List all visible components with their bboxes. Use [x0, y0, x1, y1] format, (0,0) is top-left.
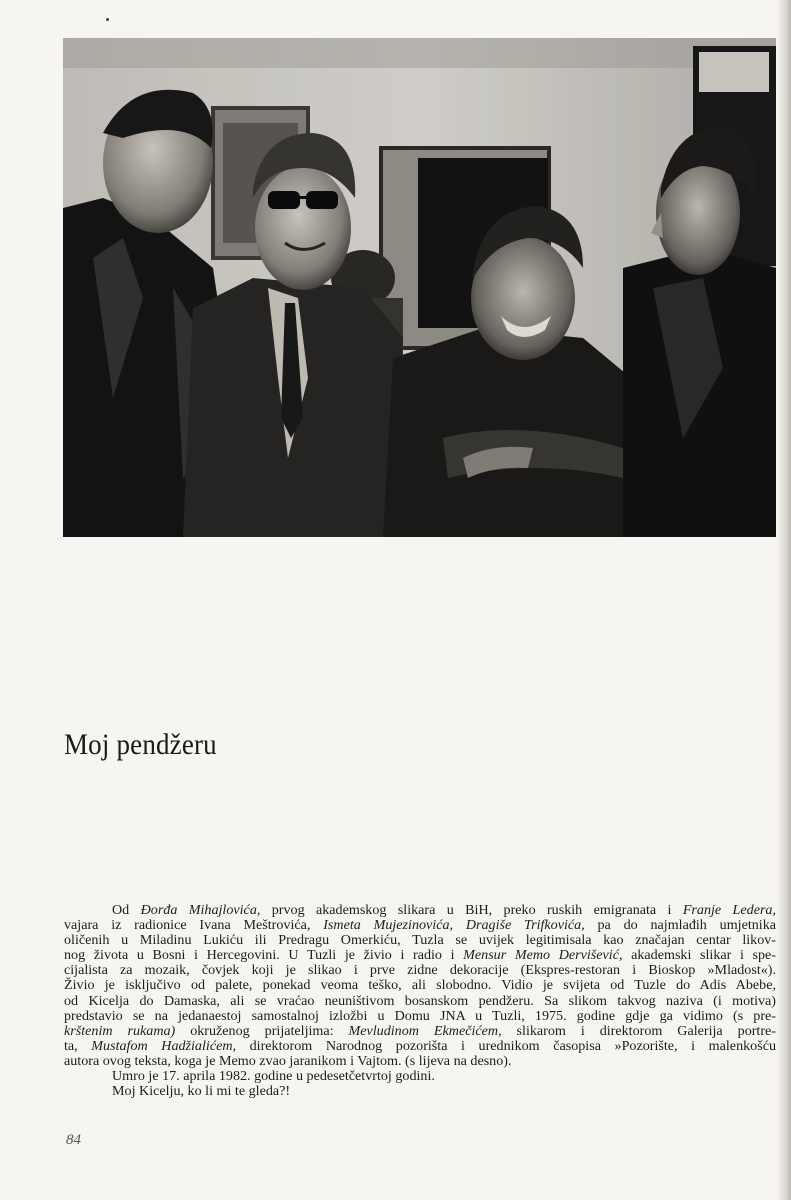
- text-run: pa do najmlađih umjetnika: [584, 917, 777, 934]
- dust-speck: [106, 18, 109, 21]
- text-run: Umro je 17. aprila 1982. godine u pedesetčetvrtoj godini.: [112, 1068, 435, 1085]
- text-run: ta,: [64, 1037, 92, 1054]
- article-body: [64, 903, 776, 1099]
- text-run: direktorom Narodnog pozorišta i urednikom časopisa »Pozorište, i malenkošću: [236, 1037, 776, 1054]
- text-run: slikarom i direktorom Galerija portre-: [501, 1022, 776, 1039]
- body-line: [64, 948, 776, 963]
- text-run: Živio je isključivo od palete, ponekad veoma teško, ali slobodno. Vidio je svijeta od Tuzle do Adis Abebe,: [64, 977, 776, 994]
- text-run: okruženog prijateljima:: [175, 1022, 349, 1039]
- italic-name: Franje Ledera,: [682, 902, 777, 918]
- exhibition-photo: [63, 38, 776, 537]
- text-run: akademski slikar i spe-: [622, 947, 776, 964]
- text-run: prvog akademskog slikara u BiH, preko ruskih emigranata i: [260, 902, 683, 918]
- body-line: [64, 933, 776, 948]
- italic-name: Mevludinom Ekmečićem,: [348, 1022, 502, 1039]
- body-line: [64, 1084, 776, 1099]
- text-run: predstavio se na jedanaestoj samostalnoj izložbi u Domu JNA u Tuzli, 1975. godine gdje ga vidimo (s pre-: [64, 1007, 776, 1024]
- body-line: [64, 1039, 776, 1054]
- text-run: vajara iz radionice Ivana Meštrovića,: [64, 917, 324, 934]
- article-title: Moj pendžeru: [64, 728, 217, 761]
- italic-name: krštenim rukama): [64, 1022, 176, 1039]
- text-run: cijalista za mozaik, čovjek koji je slikao i prve zidne dekoracije (Ekspres-restoran i Bioskop »Mladost«).: [64, 962, 776, 979]
- italic-name: Đorđa Mihajlovića,: [140, 902, 261, 918]
- body-line: [64, 918, 776, 933]
- page-number: 84: [66, 1132, 81, 1148]
- text-run: autora ovog teksta, koga je Memo zvao jaranikom i Vajtom. (s lijeva na desno).: [64, 1052, 512, 1069]
- body-line: [64, 1054, 776, 1069]
- text-run: nog života u Bosni i Hercegovini. U Tuzli je živio i radio i: [64, 947, 464, 964]
- body-line: [64, 994, 776, 1009]
- italic-name: Mensur Memo Dervišević,: [463, 947, 623, 964]
- text-run: Od: [112, 902, 141, 918]
- italic-name: Ismeta Mujezinovića, Dragiše Trifkovića,: [323, 917, 585, 934]
- italic-name: Mustafom Hadžialićem,: [91, 1037, 237, 1054]
- body-line: [64, 1024, 776, 1039]
- body-line: [64, 903, 776, 918]
- body-line: [64, 1069, 776, 1084]
- body-line: [64, 1009, 776, 1024]
- text-run: oličenih u Miladinu Lukiću ili Predragu Omerkiću, Tuzla se uvijek legitimisala kao značajan centar likov-: [64, 932, 776, 949]
- body-line: [64, 978, 776, 993]
- text-run: Moj Kicelju, ko li mi te gleda?!: [112, 1083, 291, 1100]
- page-edge-shadow: [777, 0, 791, 1200]
- text-run: od Kicelja do Damaska, ali se vraćao neuništivom bosanskom pendžeru. Sa slikom takvog naziva (i motiva): [64, 992, 776, 1009]
